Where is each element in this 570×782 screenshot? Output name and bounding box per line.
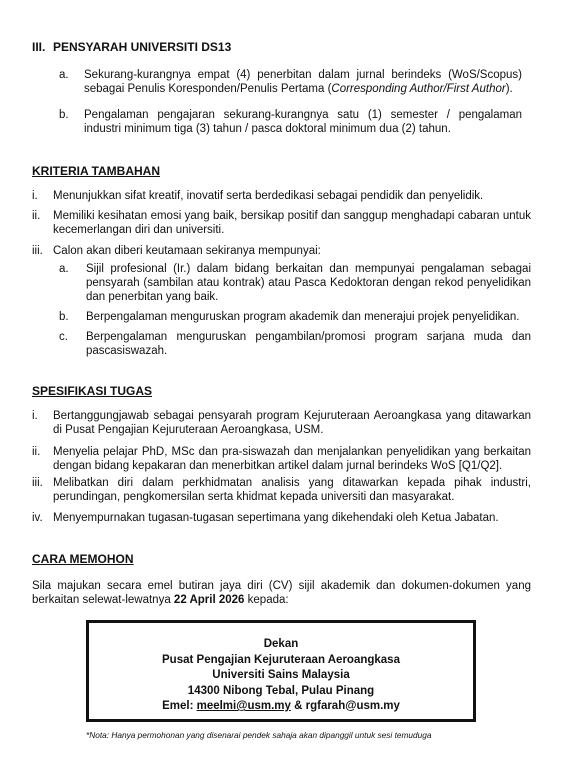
list-marker: ii. bbox=[32, 210, 41, 222]
sub-list-item bbox=[59, 262, 531, 304]
list-text: Menyelia pelajar PhD, MSc dan pra-siswazah dan menjalankan penyelidikan yang berkaitan dengan bidang kepakaran dan menerbitkan artikel dalam jurnal berindeks WoS [Q1/Q2]. bbox=[53, 446, 531, 472]
list-text: Menyempurnakan tugasan-tugasan sepertimana yang dikehendaki oleh Ketua Jabatan. bbox=[53, 512, 499, 524]
list-marker: a. bbox=[59, 69, 69, 81]
list-item bbox=[32, 511, 531, 525]
email-line: Emel: meelmi@usm.my & rgfarah@usm.my bbox=[162, 700, 400, 712]
list-item bbox=[32, 445, 531, 473]
list-item bbox=[59, 68, 522, 96]
list-text: Pengalaman pengajaran sekurang-kurangnya satu (1) semester / pengalaman industri minimum tiga (3) tahun / pasca doktoral minimum dua (2) tahun. bbox=[84, 109, 522, 135]
section-title-spesifikasi: SPESIFIKASI TUGAS bbox=[32, 384, 153, 398]
list-marker: i. bbox=[32, 410, 38, 422]
list-text: Melibatkan diri dalam perkhidmatan analisis yang ditawarkan kepada pihak industri, perundingan, pengkomersilan serta khidmat kepada universiti dan masyarakat. bbox=[53, 477, 531, 503]
list-text: Memiliki kesihatan emosi yang baik, bersikap positif dan sanggup menghadapi cabaran untuk kecemerlangan diri dan universiti. bbox=[53, 210, 531, 236]
list-item bbox=[32, 244, 531, 258]
list-marker: a. bbox=[59, 263, 69, 275]
list-marker: iv. bbox=[32, 512, 43, 524]
sub-list-item bbox=[59, 330, 531, 358]
list-marker: b. bbox=[59, 311, 69, 323]
list-item bbox=[32, 476, 531, 504]
address-line: Universiti Sains Malaysia bbox=[212, 669, 350, 681]
address-line: Dekan bbox=[263, 638, 299, 650]
list-item bbox=[59, 108, 522, 136]
section-title-cara-memohon: CARA MEMOHON bbox=[32, 552, 134, 566]
list-marker: c. bbox=[59, 331, 68, 343]
list-marker: i. bbox=[32, 190, 38, 202]
list-text: Calon akan diberi keutamaan sekiranya mempunyai: bbox=[53, 245, 321, 257]
list-item bbox=[32, 209, 531, 237]
section-numeral: III. bbox=[32, 40, 46, 54]
list-text: Bertanggungjawab sebagai pensyarah program Kejuruteraan Aeroangkasa yang ditawarkan di Pusat Pengajian Kejuruteraan Aeroangkasa, USM. bbox=[53, 410, 531, 436]
footnote: *Nota: Hanya permohonan yang disenarai pendek sahaja akan dipanggil untuk sesi temuduga bbox=[86, 730, 432, 740]
email-link-meelmi[interactable]: meelmi@usm.my bbox=[196, 700, 291, 712]
list-marker: iii. bbox=[32, 245, 43, 257]
address-box bbox=[86, 620, 476, 722]
list-text: Menunjukkan sifat kreatif, inovatif serta berdedikasi sebagai pendidik dan penyelidik. bbox=[53, 190, 484, 202]
application-paragraph: Sila majukan secara emel butiran jaya diri (CV) sijil akademik dan dokumen-dokumen yang berkaitan selewat-lewatnya 22 April 2026 kepada: bbox=[32, 580, 531, 606]
email-rgfarah: rgfarah@usm.my bbox=[305, 700, 400, 712]
section-title: PENSYARAH UNIVERSITI DS13 bbox=[53, 40, 232, 54]
list-text: Sekurang-kurangnya empat (4) penerbitan dalam jurnal berindeks (WoS/Scopus) sebagai Penulis Koresponden/Penulis Pertama (Corresponding Author/First Author). bbox=[84, 69, 522, 95]
list-text: Sijil profesional (Ir.) dalam bidang berkaitan dan mempunyai pengalaman sebagai pensyarah (sambilan atau kontrak) atau Pasca Kedoktoran dengan rekod penyelidikan dan penerbitan yang baik. bbox=[86, 263, 531, 303]
sub-list-item bbox=[59, 310, 531, 324]
list-text: Berpengalaman menguruskan program akademik dan menerajui projek penyelidikan. bbox=[86, 311, 520, 323]
list-item bbox=[32, 189, 531, 203]
list-marker: b. bbox=[59, 109, 69, 121]
list-text: Berpengalaman menguruskan pengambilan/promosi program sarjana muda dan pascasiswazah. bbox=[86, 331, 531, 357]
section-heading-iii bbox=[32, 40, 231, 54]
address-line: 14300 Nibong Tebal, Pulau Pinang bbox=[187, 684, 375, 697]
list-item bbox=[32, 409, 531, 437]
deadline-date: 22 April 2026 bbox=[173, 594, 245, 606]
list-marker: ii. bbox=[32, 446, 41, 458]
list-marker: iii. bbox=[32, 477, 43, 489]
address-line: Pusat Pengajian Kejuruteraan Aeroangkasa bbox=[162, 653, 400, 666]
section-title-kriteria: KRITERIA TAMBAHAN bbox=[32, 164, 160, 178]
